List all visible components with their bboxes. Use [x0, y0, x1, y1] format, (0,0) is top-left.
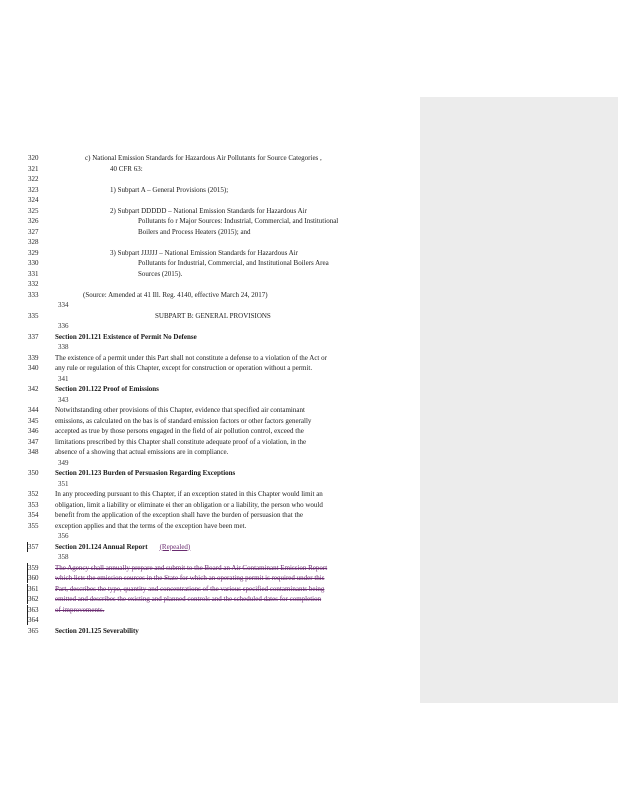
line-number: 352	[28, 490, 39, 498]
document-line	[83, 291, 268, 299]
section-heading	[55, 385, 159, 393]
line-text: any rule or regulation of this Chapter, except for construction or operation without a permit.	[55, 364, 313, 372]
repealed-insertion: (Repealed)	[159, 542, 191, 551]
line-text: The existence of a permit under this Part shall not constitute a defense to a violation of the Act or	[55, 353, 327, 362]
line-text: of improvements.	[55, 605, 105, 614]
line-number: 364	[28, 616, 39, 624]
line-number: 342	[28, 385, 39, 393]
document-line	[55, 522, 246, 530]
line-text: obligation, limit a liability or eliminate ei ther an obligation or a liability, the person who would	[55, 500, 323, 509]
line-number: 322	[28, 175, 39, 183]
line-text: 356	[58, 532, 69, 540]
sub-line-number	[58, 396, 69, 404]
line-text: Pollutants for Industrial, Commercial, and Institutional Boilers Area	[138, 259, 329, 267]
line-number: 363	[28, 605, 39, 614]
line-number: 339	[28, 353, 39, 362]
sub-line-number	[58, 343, 69, 351]
line-number: 361	[28, 584, 39, 593]
document-line	[55, 490, 323, 498]
line-number: 332	[28, 280, 39, 288]
line-text: 341	[58, 374, 69, 383]
document-line	[55, 606, 104, 614]
line-number: 326	[28, 217, 39, 225]
document-line	[138, 259, 329, 267]
line-text: Section 201.122 Proof of Emissions	[55, 385, 159, 393]
line-text: emissions, as calculated on the bas is of standard emission factors or other factors generally	[55, 416, 312, 425]
line-number: 355	[28, 521, 39, 530]
line-text: 336	[58, 322, 69, 330]
document-line	[55, 448, 228, 456]
line-number: 335	[28, 311, 39, 320]
document-line	[55, 354, 327, 362]
line-text: exception applies and that the terms of the exception have been met.	[55, 521, 247, 530]
line-text: 351	[58, 479, 69, 488]
line-text: 338	[58, 343, 69, 351]
document-line	[155, 312, 271, 320]
line-number: 328	[28, 238, 39, 246]
line-text: 3) Subpart JJJJJJ – National Emission Standards for Hazardous Air	[110, 248, 299, 257]
line-number: 362	[28, 595, 39, 603]
line-text: Sources (2015).	[138, 269, 183, 278]
document-line	[55, 364, 312, 372]
line-text: which lists the emission sources in the State for which an operating permit is required under this	[55, 574, 325, 582]
sub-line-number	[58, 532, 69, 540]
sub-line-number	[58, 480, 69, 488]
line-text: Part, describes the type, quantity and concentrations of the various specified contaminants being	[55, 584, 325, 593]
document-line	[55, 438, 306, 446]
line-number: 330	[28, 259, 39, 267]
line-text: Boilers and Process Heaters (2015); and	[138, 227, 251, 236]
change-bar	[27, 563, 28, 573]
line-number: 337	[28, 332, 39, 341]
change-bar	[27, 594, 28, 604]
document-line	[85, 154, 322, 162]
line-number: 345	[28, 416, 39, 425]
section-heading	[55, 627, 139, 635]
line-number: 327	[28, 227, 39, 236]
line-text: The Agency shall annually prepare and submit to the Board an Air Contaminant Emission Report	[55, 563, 328, 572]
document-line	[55, 564, 327, 572]
line-number: 347	[28, 437, 39, 446]
document-line	[55, 501, 323, 509]
line-text: Section 201.121 Existence of Permit No Defense	[55, 332, 197, 341]
document-line	[55, 585, 324, 593]
line-text: Section 201.125 Severability	[55, 626, 139, 635]
comment-pane	[420, 97, 618, 703]
section-heading	[55, 469, 235, 477]
line-number: 353	[28, 500, 39, 509]
line-number: 331	[28, 269, 39, 278]
line-text: limitations prescribed by this Chapter shall constitute adequate proof of a violation, in the	[55, 437, 307, 446]
line-text: 2) Subpart DDDDD – National Emission Standards for Hazardous Air	[110, 206, 307, 215]
document-line	[138, 217, 338, 225]
sub-line-number	[58, 301, 69, 309]
line-text: 343	[58, 395, 69, 404]
document-line	[55, 417, 311, 425]
line-text: Pollutants fo r Major Sources: Industrial, Commercial, and Institutional	[138, 217, 339, 225]
document-line	[110, 249, 298, 257]
line-text: Section 201.124 Annual Report	[55, 542, 148, 551]
line-number: 333	[28, 290, 39, 299]
line-number: 357	[28, 542, 39, 551]
change-bar	[27, 573, 28, 583]
line-text: Notwithstanding other provisions of this Chapter, evidence that specified air contaminant	[55, 406, 305, 414]
line-text: 40 CFR 63:	[110, 164, 143, 173]
document-line	[138, 228, 251, 236]
line-text: c) National Emission Standards for Hazardous Air Pollutants for Source Categories ,	[85, 154, 322, 162]
section-heading	[55, 543, 190, 551]
line-text: benefit from the application of the exception shall have the burden of persuasion that the	[55, 511, 304, 519]
change-bar	[27, 605, 28, 615]
line-text: 1) Subpart A – General Provisions (2015);	[110, 185, 229, 194]
document-line	[110, 207, 307, 215]
document-line	[110, 165, 143, 173]
document-line	[110, 186, 228, 194]
change-bar	[27, 542, 28, 552]
line-number: 324	[28, 196, 39, 204]
line-number: 365	[28, 626, 39, 635]
document-line	[55, 595, 321, 603]
line-number: 329	[28, 248, 39, 257]
line-number: 340	[28, 364, 39, 372]
sub-line-number	[58, 553, 69, 561]
document-line	[55, 511, 303, 519]
sub-line-number	[58, 375, 69, 383]
line-text: 358	[58, 553, 69, 561]
line-number: 321	[28, 164, 39, 173]
document-line	[55, 406, 305, 414]
line-text: In any proceeding pursuant to this Chapter, if an exception stated in this Chapter would limit an	[55, 490, 323, 498]
line-text: SUBPART B: GENERAL PROVISIONS	[155, 311, 271, 320]
line-number: 325	[28, 206, 39, 215]
line-number: 344	[28, 406, 39, 414]
document-line	[55, 427, 304, 435]
line-text: (Source: Amended at 41 Ill. Reg. 4140, effective March 24, 2017)	[83, 290, 268, 299]
section-heading	[55, 333, 197, 341]
sub-line-number	[58, 322, 69, 330]
line-text: 334	[58, 301, 69, 309]
sub-line-number	[58, 459, 69, 467]
line-text: 349	[58, 458, 69, 467]
line-text: absence of a showing that actual emissions are in compliance.	[55, 448, 229, 456]
line-text: accepted as true by those persons engaged in the field of air pollution control, exceed the	[55, 427, 304, 435]
line-number: 360	[28, 574, 39, 582]
line-text: Section 201.123 Burden of Persuasion Regarding Exceptions	[55, 469, 236, 477]
line-number: 350	[28, 469, 39, 477]
change-bar	[27, 584, 28, 594]
line-number: 346	[28, 427, 39, 435]
line-text: emitted and describes the existing and planned controls and the scheduled dates for completion	[55, 595, 322, 603]
line-number: 348	[28, 448, 39, 456]
line-number: 320	[28, 154, 39, 162]
line-number: 323	[28, 185, 39, 194]
document-line	[55, 574, 324, 582]
line-number: 359	[28, 563, 39, 572]
change-bar	[27, 615, 28, 625]
document-line	[138, 270, 182, 278]
line-number: 354	[28, 511, 39, 519]
